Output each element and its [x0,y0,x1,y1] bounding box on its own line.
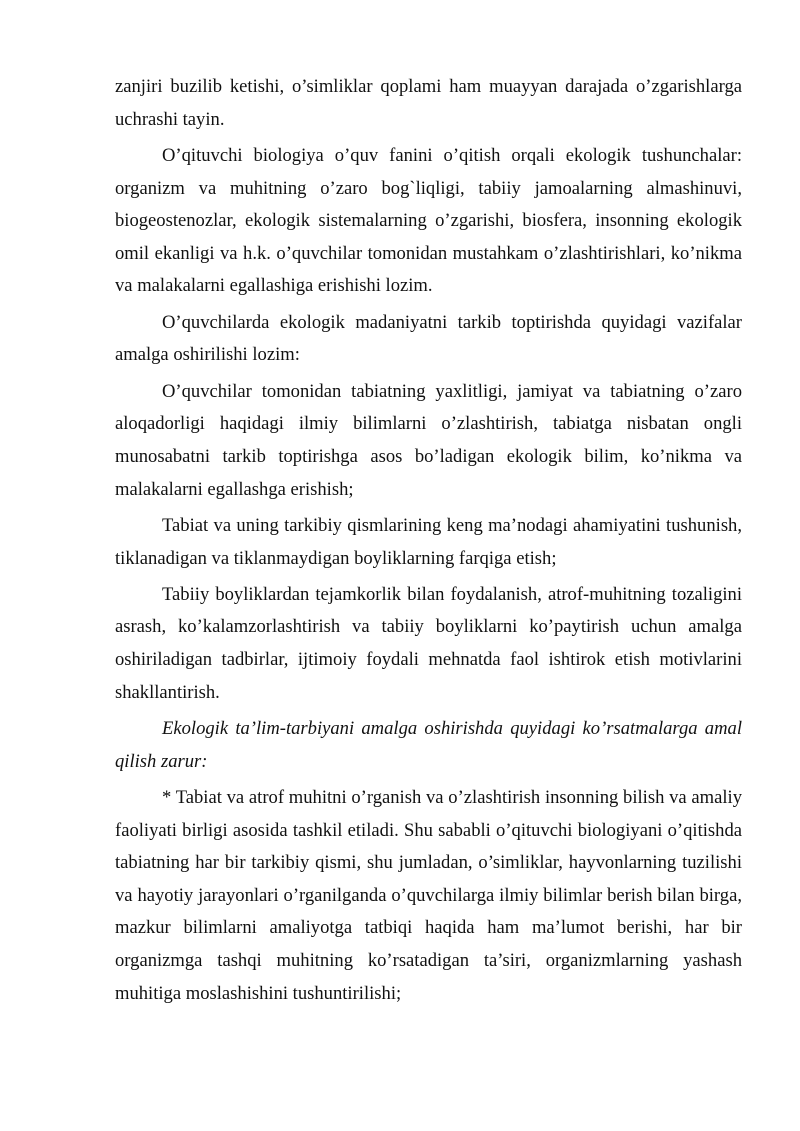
paragraph-teacher-concepts: O’qituvchi biologiya o’quv fanini o’qitish orqali ekologik tushunchalar: organizm va muhitning o’zaro bog`liqligi, tabiiy jamoalarning almashinuvi, biogeostenozlar, ekologik sistemalarning o’zgarishi, biosfera, insonning ekologik omil ekanligi va h.k. o’quvchilar tomonidan mustahkam o’zlashtirishlari, ko’nikma va malakalarni egallashiga erishishi lozim. [115,144,742,297]
paragraph-guideline-1: * Tabiat va atrof muhitni o’rganish va o’zlashtirish insonning bilish va amaliy faoliyati birligi asosida tashkil etiladi. Shu sababli o’qituvchi biologiyani o’qitishda tabiatning har bir tarkibiy qismi, shu jumladan, o’simliklar, hayvonlarning tuzilishi va hayotiy jarayonlari o’rganilganda o’quvchilarga ilmiy bilimlar berish bilan birga, mazkur bilimlarni amaliyotga tatbiqi haqida ham ma’lumot berishi, har bir organizmga tashqi muhitning ko’rsatadigan ta’siri, organizmlarning yashash muhitiga moslashishini tushuntirilishi; [115,787,742,1004]
paragraph-tasks-intro: O’quvchilarda ekologik madaniyatni tarkib toptirishda quyidagi vazifalar amalga oshirilishi lozim: [115,311,742,366]
paragraph-task-3: Tabiiy boyliklardan tejamkorlik bilan foydalanish, atrof-muhitning tozaligini asrash, ko’kalamzorlashtirish va tabiiy boyliklarni ko’paytirish uchun amalga oshiriladigan tadbirlar, ijtimoiy foydali mehnatda faol ishtirok etish motivlarini shakllantirish. [115,583,742,703]
paragraph-continuation: zanjiri buzilib ketishi, o’simliklar qoplami ham muayyan darajada o’zgarishlarga uchrashi tayin. [115,76,742,130]
paragraph-guidelines-heading: Ekologik ta’lim-tarbiyani amalga oshirishda quyidagi ko’rsatmalarga amal qilish zarur: [115,718,742,772]
document-page [115,71,742,1014]
paragraph-task-2: Tabiat va uning tarkibiy qismlarining keng ma’nodagi ahamiyatini tushunish, tiklanadigan va tiklanmaydigan boyliklarning farqiga etish; [115,514,742,569]
paragraph-task-1: O’quvchilar tomonidan tabiatning yaxlitligi, jamiyat va tabiatning o’zaro aloqadorligi haqidagi ilmiy bilimlarni o’zlashtirish, tabiatga nisbatan ongli munosabatni tarkib toptirishga asos bo’ladigan ekologik bilim, ko’nikma va malakalarni egallashga erishish; [115,380,742,500]
